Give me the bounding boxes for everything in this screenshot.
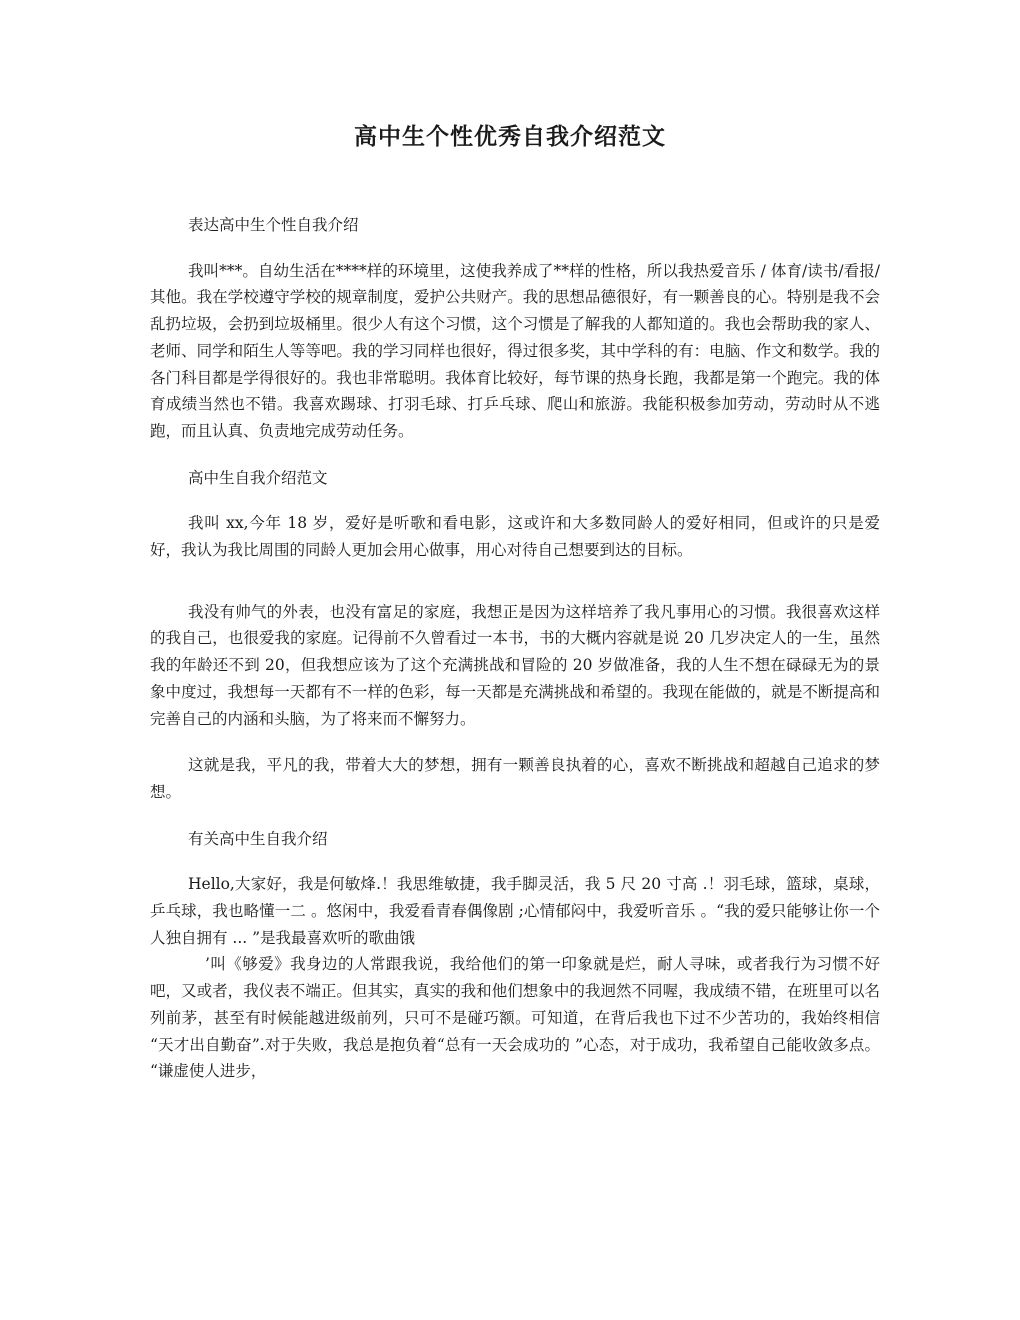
paragraph-5: Hello,大家好，我是何敏烽.！我思维敏捷，我手脚灵活，我 5 尺 20 寸高 .！羽毛球，篮球，桌球，乒乓球，我也略懂一二 。悠闲中，我爱看青春偶像剧 ;心情郁闷中，我爱听音乐 。“我的爱只能够让你一个人独自拥有 ... ”是我最喜欢听的歌曲饿 xyxy=(150,875,880,947)
paragraph-2: 我叫 xx,今年 18 岁，爱好是听歌和看电影，这或许和大多数同龄人的爱好相同，但或许的只是爱好，我认为我比周围的同龄人更加会用心做事，用心对待自己想要到达的目标。 xyxy=(150,514,880,560)
paragraph-1: 我叫***。自幼生活在****样的环境里，这使我养成了**样的性格，所以我热爱音乐 / 体育/读书/看报/其他。我在学校遵守学校的规章制度，爱护公共财产。我的思想品德很好，有一颗善良的心。特别是我不会乱扔垃圾，会扔到垃圾桶里。很少人有这个习惯，这个习惯是了解我的人都知道的。我也会帮助我的家人、老师、同学和陌生人等等吧。我的学习同样也很好，得过很多奖，其中学科的有：电脑、作文和数学。我的各门科目都是学得很好的。我也非常聪明。我体育比较好，每节课的热身长跑，我都是第一个跑完。我的体育成绩当然也不错。我喜欢踢球、打羽毛球、打乒乓球、爬山和旅游。我能积极参加劳动，劳动时从不逃跑，而且认真、负责地完成劳动任务。 xyxy=(150,261,880,440)
document-title: 高中生个性优秀自我介绍范文 xyxy=(354,123,666,150)
section-heading-2: 高中生自我介绍范文 xyxy=(188,468,328,487)
section-heading-3: 有关高中生自我介绍 xyxy=(188,829,328,848)
paragraph-5-continuation: ’叫《够爱》我身边的人常跟我说，我给他们的第一印象就是烂，耐人寻味，或者我行为习惯不好吧，又或者，我仪表不端正。但其实，真实的我和他们想象中的我迥然不同喔，我成绩不错，在班里可以名列前茅，甚至有时候能越进级前列，只可不是碰巧额。可知道，在背后我也下过不少苦功的，我始终相信 “天才出自勤奋”.对于失败，我总是抱负着“总有一天会成功的 ”心态，对于成功，我希望自己能收敛多点。 “谦虚使人进步， xyxy=(150,955,880,1081)
section-heading-1: 表达高中生个性自我介绍 xyxy=(188,216,359,234)
paragraph-3: 我没有帅气的外表，也没有富足的家庭，我想正是因为这样培养了我凡事用心的习惯。我很喜欢这样的我自己，也很爱我的家庭。记得前不久曾看过一本书，书的大概内容就是说 20 几岁决定人的一生，虽然我的年龄还不到 20，但我想应该为了这个充满挑战和冒险的 20 岁做准备，我的人生不想在碌碌无为的景象中度过，我想每一天都有不一样的色彩，每一天都是充满挑战和希望的。我现在能做的，就是不断提高和完善自己的内涵和头脑，为了将来而不懈努力。 xyxy=(150,602,880,728)
paragraph-4: 这就是我，平凡的我，带着大大的梦想，拥有一颗善良执着的心，喜欢不断挑战和超越自己追求的梦想。 xyxy=(150,756,880,801)
document-body xyxy=(150,212,880,1085)
